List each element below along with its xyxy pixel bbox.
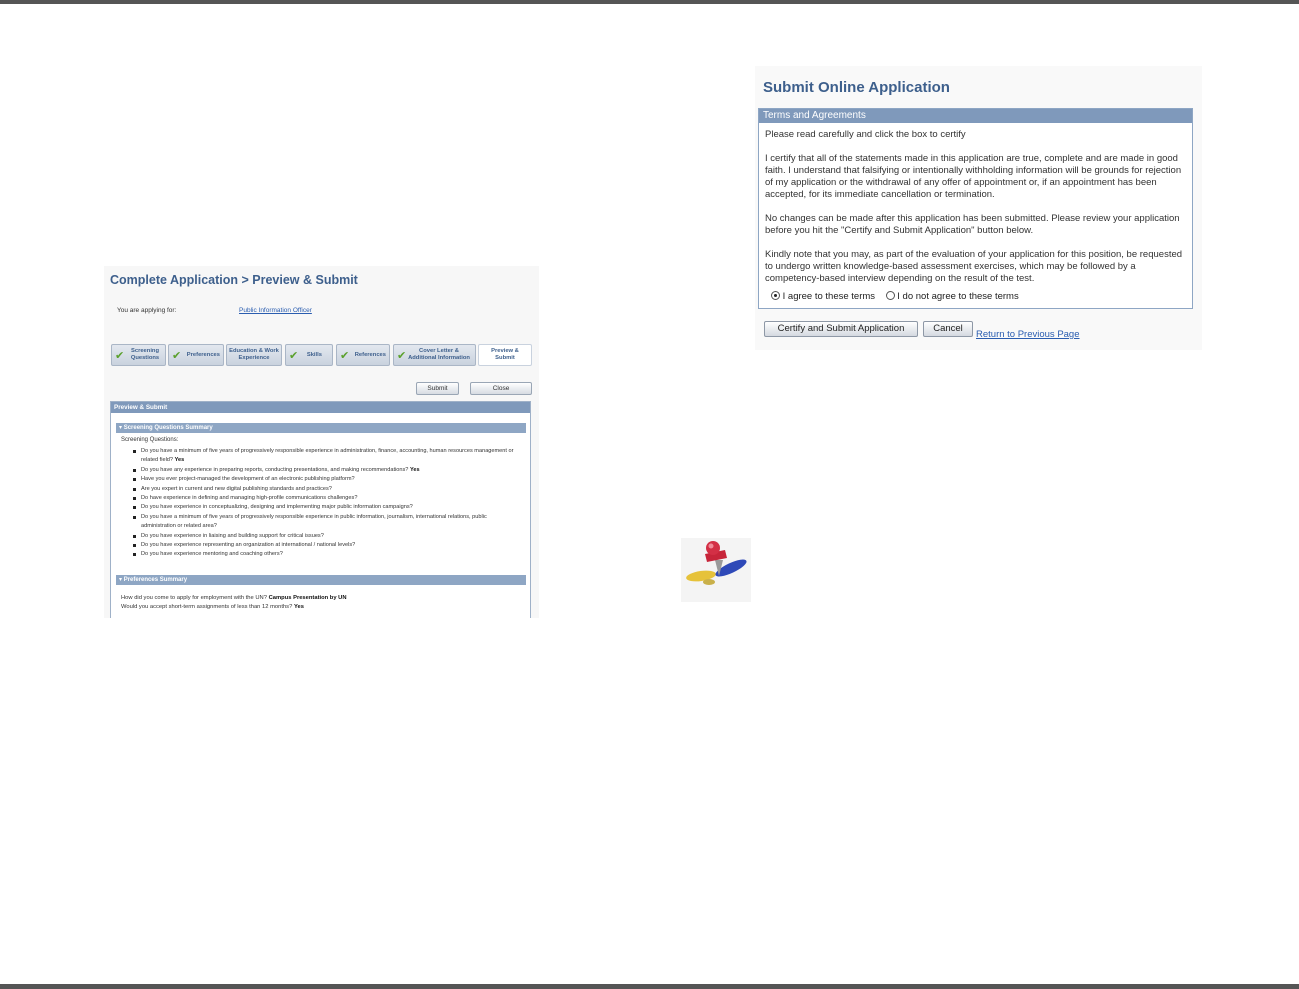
cancel-button[interactable]: Cancel (923, 321, 973, 337)
section-title: Preferences Summary (123, 577, 188, 583)
collapse-icon: ▾ (119, 577, 124, 583)
disagree-radio[interactable] (886, 291, 895, 300)
preference-row: How did you come to apply for employment with the UN? Campus Presentation by UN (121, 595, 347, 601)
agree-radio[interactable] (771, 291, 780, 300)
list-item: Do you have experience in conceptualizing, designing and implementing major public information campaigns? (133, 503, 523, 512)
terms-paragraph: I certify that all of the statements made in this application are true, complete and are made in good faith. I understand that falsifying or intentionally withholding information will be grounds for rejection of my application or the withdrawal of any offer of appointment or, if an appointment has been accepted, for its immediate cancellation or termination. (765, 153, 1182, 200)
tab-label: Preview & Submit (491, 348, 519, 361)
terms-paragraph: Please read carefully and click the box to certify (765, 129, 966, 140)
terms-radio-group (771, 291, 1019, 302)
screening-sub-label: Screening Questions: (121, 437, 179, 443)
list-item: Do you have experience representing an organization at international / national levels? (133, 541, 523, 550)
certify-submit-button[interactable]: Certify and Submit Application (764, 321, 918, 337)
terms-paragraph: Kindly note that you may, as part of the evaluation of your application for this position, be requested to undergo written knowledge-based assessment exercises, which may be followed by a competency-based interview depending on the result of the test. (765, 249, 1183, 284)
list-item: Are you expert in current and new digital publishing standards and practices? (133, 485, 523, 494)
preview-submit-screenshot (104, 266, 539, 618)
tab-references[interactable] (336, 344, 390, 366)
check-icon: ✔ (172, 350, 182, 362)
list-item: Do you have experience in liaising and building support for critical issues? (133, 532, 523, 541)
list-item: Do you have any experience in preparing reports, conducting presentations, and making recommendations? Yes (133, 466, 523, 475)
return-previous-link[interactable]: Return to Previous Page (976, 329, 1080, 340)
terms-box-title: Terms and Agreements (759, 109, 1192, 123)
list-item: Have you ever project-managed the development of an electronic publishing platform? (133, 475, 523, 484)
tab-preview-submit[interactable] (478, 344, 532, 366)
pushpin-icon (681, 538, 751, 602)
tab-label: Preferences (186, 352, 220, 358)
tab-label: References (354, 352, 386, 358)
tab-label: Skills (306, 352, 322, 358)
submit-button[interactable]: Submit (416, 382, 459, 395)
tab-label: Education & Work Experience (229, 348, 279, 361)
tab-screening-questions[interactable] (111, 344, 166, 366)
tab-preferences[interactable] (168, 344, 224, 366)
check-icon: ✔ (340, 350, 350, 362)
screening-section-header[interactable] (116, 423, 526, 433)
submit-application-screenshot (755, 66, 1202, 350)
page-title: Complete Application > Preview & Submit (110, 273, 358, 287)
list-item: Do have experience in defining and managing high-profile communications challenges? (133, 494, 523, 503)
collapse-icon: ▾ (119, 425, 124, 431)
terms-paragraph: No changes can be made after this application has been submitted. Please review your application before you hit the "Certify and Submit Application" button below. (765, 213, 1180, 236)
list-item: Do you have experience mentoring and coaching others? (133, 550, 523, 559)
list-item: Do you have a minimum of five years of progressively responsible experience in public information, journalism, international relations, public administration or related area? (133, 513, 523, 532)
tab-label: Screening Questions (130, 348, 160, 361)
section-title: Screening Questions Summary (123, 425, 213, 431)
page-title: Submit Online Application (763, 79, 950, 96)
agree-label[interactable]: I agree to these terms (782, 291, 876, 302)
terms-text (765, 129, 1189, 297)
disagree-label[interactable]: I do not agree to these terms (897, 291, 1019, 302)
terms-box (758, 108, 1193, 309)
bottom-border (0, 984, 1299, 989)
list-item: Do you have a minimum of five years of progressively responsible experience in administration, finance, accounting, human resources management or related field? Yes (133, 447, 523, 466)
preference-row: Would you accept short-term assignments of less than 12 months? Yes (121, 604, 304, 610)
tab-education-work[interactable] (226, 344, 282, 366)
check-icon: ✔ (397, 350, 407, 362)
check-icon: ✔ (289, 350, 299, 362)
applying-for-label: You are applying for: (117, 307, 177, 314)
check-icon: ✔ (115, 350, 125, 362)
tab-cover-letter[interactable] (393, 344, 476, 366)
tab-label: Cover Letter & Additional Information (408, 348, 470, 361)
screening-question-list (133, 447, 523, 560)
preview-panel (110, 401, 531, 618)
preferences-section-header[interactable] (116, 575, 526, 585)
panel-title: Preview & Submit (111, 402, 530, 413)
tab-skills[interactable] (285, 344, 333, 366)
close-button[interactable]: Close (470, 382, 532, 395)
top-border (0, 0, 1299, 4)
position-link[interactable]: Public Information Officer (239, 307, 312, 314)
